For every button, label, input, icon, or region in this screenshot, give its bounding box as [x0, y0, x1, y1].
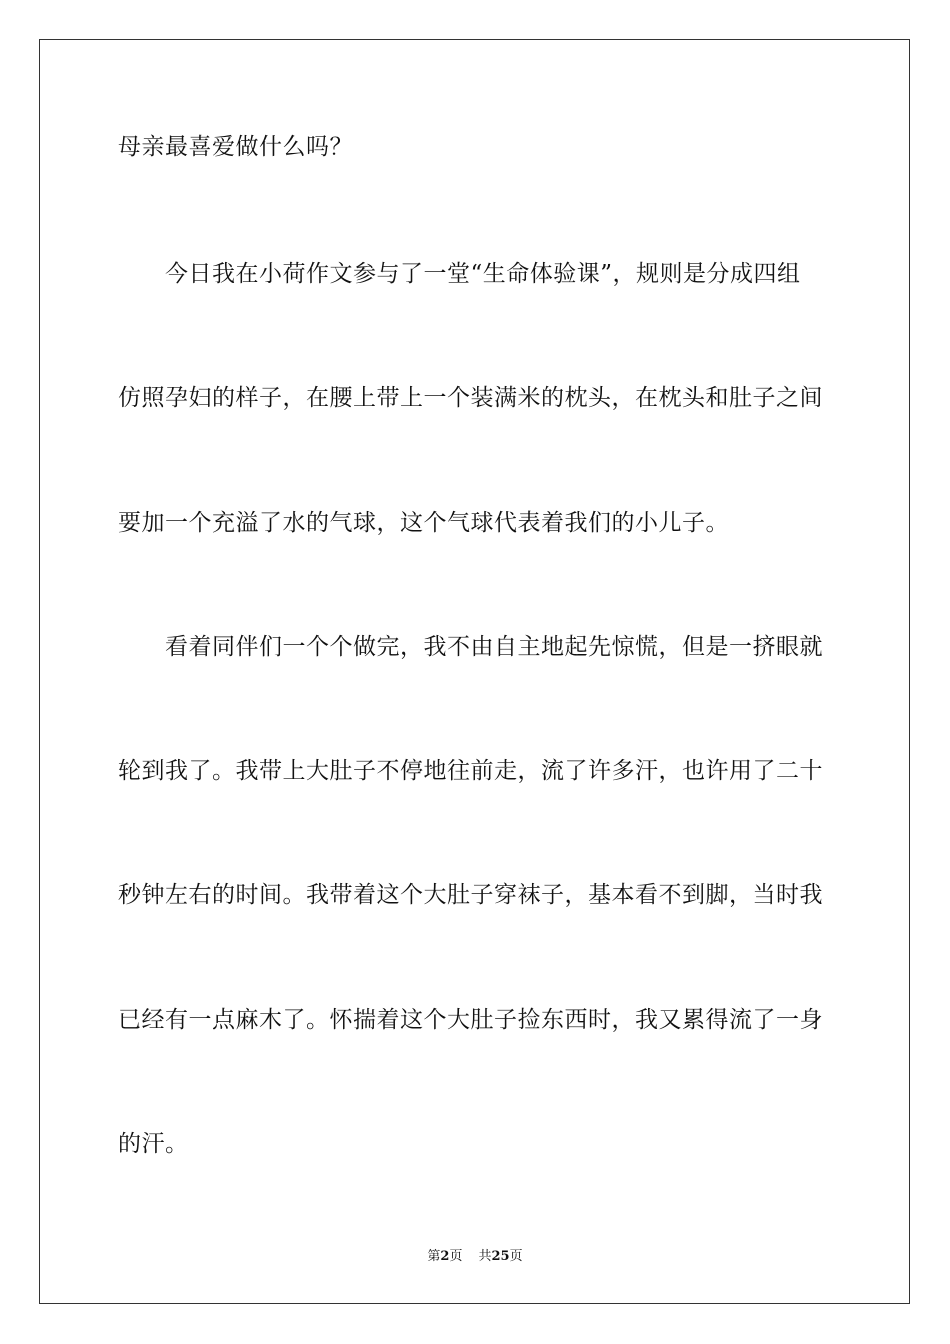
page-number: 2: [440, 1249, 450, 1264]
total-prefix: 共: [478, 1249, 492, 1264]
text-line-5: 看着同伴们一个个做完，我不由自主地起先惊慌，但是一挤眼就: [165, 634, 823, 660]
total-pages: 25: [491, 1249, 510, 1264]
page-suffix: 页: [449, 1249, 463, 1264]
page-footer: [0, 1247, 950, 1267]
text-line-6: 轮到我了。我带上大肚子不停地往前走，流了许多汗，也许用了二十: [118, 758, 823, 784]
text-line-8: 已经有一点麻木了。怀揣着这个大肚子捡东西时，我又累得流了一身: [118, 1007, 823, 1033]
total-suffix: 页: [509, 1249, 523, 1264]
text-line-7: 秒钟左右的时间。我带着这个大肚子穿袜子，基本看不到脚，当时我: [118, 882, 823, 908]
page-prefix: 第: [427, 1249, 441, 1264]
text-line-3: 仿照孕妇的样子，在腰上带上一个装满米的枕头，在枕头和肚子之间: [118, 385, 823, 411]
text-line-1: 母亲最喜爱做什么吗？: [118, 134, 353, 160]
text-line-4: 要加一个充溢了水的气球，这个气球代表着我们的小儿子。: [118, 510, 729, 536]
text-line-9: 的汗。: [118, 1131, 189, 1157]
text-line-2: 今日我在小荷作文参与了一堂“生命体验课”，规则是分成四组: [165, 261, 801, 287]
page-border: [39, 39, 910, 1304]
